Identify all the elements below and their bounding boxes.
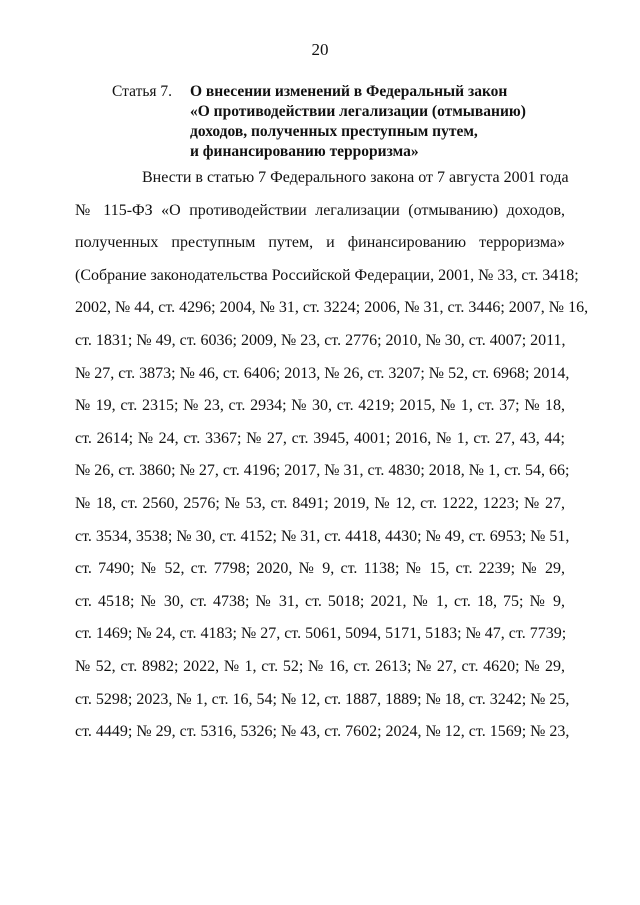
article-title-line: доходов, полученных преступным путем, [190, 123, 478, 140]
page-number: 20 [311, 40, 329, 59]
body-line: (Собрание законодательства Российской Федерации, 2001, № 33, ст. 3418; [75, 266, 579, 284]
body-line: Внести в статью 7 Федерального закона от 7 августа 2001 года [142, 169, 569, 186]
article-title-line: О внесении изменений в Федеральный закон [190, 83, 508, 100]
body-line: ст. 1469; № 24, ст. 4183; № 27, ст. 5061, 5094, 5171, 5183; № 47, ст. 7739; [75, 625, 567, 643]
body-line: ст. 5298; 2023, № 1, ст. 16, 54; № 12, ст. 1887, 1889; № 18, ст. 3242; № 25, [75, 690, 570, 708]
body-line: № 115-ФЗ «О противодействии легализации (отмыванию) доходов, [75, 201, 565, 219]
article-label: Статья 7. [112, 83, 173, 100]
body-line: № 26, ст. 3860; № 27, ст. 4196; 2017, № 31, ст. 4830; 2018, № 1, ст. 54, 66; [75, 462, 570, 480]
body-line: № 19, ст. 2315; № 23, ст. 2934; № 30, ст. 4219; 2015, № 1, ст. 37; № 18, [75, 397, 565, 415]
body-line: 2002, № 44, ст. 4296; 2004, № 31, ст. 3224; 2006, № 31, ст. 3446; 2007, № 16, [75, 299, 589, 317]
body-line: ст. 2614; № 24, ст. 3367; № 27, ст. 3945, 4001; 2016, № 1, ст. 27, 43, 44; [75, 429, 565, 447]
body-line: полученных преступным путем, и финансированию терроризма» [75, 234, 565, 252]
body-line: ст. 7490; № 52, ст. 7798; 2020, № 9, ст. 1138; № 15, ст. 2239; № 29, [75, 560, 565, 578]
article-title-line: «О противодействии легализации (отмыванию) [190, 103, 526, 120]
body-line: ст. 3534, 3538; № 30, ст. 4152; № 31, ст. 4418, 4430; № 49, ст. 6953; № 51, [75, 527, 570, 545]
body-line: ст. 4449; № 29, ст. 5316, 5326; № 43, ст. 7602; 2024, № 12, ст. 1569; № 23, [75, 723, 570, 741]
body-line: ст. 4518; № 30, ст. 4738; № 31, ст. 5018; 2021, № 1, ст. 18, 75; № 9, [75, 592, 565, 610]
article-title [190, 82, 526, 162]
article-body [75, 162, 589, 749]
body-line: ст. 1831; № 49, ст. 6036; 2009, № 23, ст. 2776; 2010, № 30, ст. 4007; 2011, [75, 331, 566, 349]
body-line: № 18, ст. 2560, 2576; № 53, ст. 8491; 2019, № 12, ст. 1222, 1223; № 27, [75, 494, 565, 512]
body-line: № 52, ст. 8982; 2022, № 1, ст. 52; № 16, ст. 2613; № 27, ст. 4620; № 29, [75, 657, 565, 675]
body-line: № 27, ст. 3873; № 46, ст. 6406; 2013, № 26, ст. 3207; № 52, ст. 6968; 2014, [75, 364, 570, 382]
article-title-line: и финансированию терроризма» [190, 143, 419, 160]
